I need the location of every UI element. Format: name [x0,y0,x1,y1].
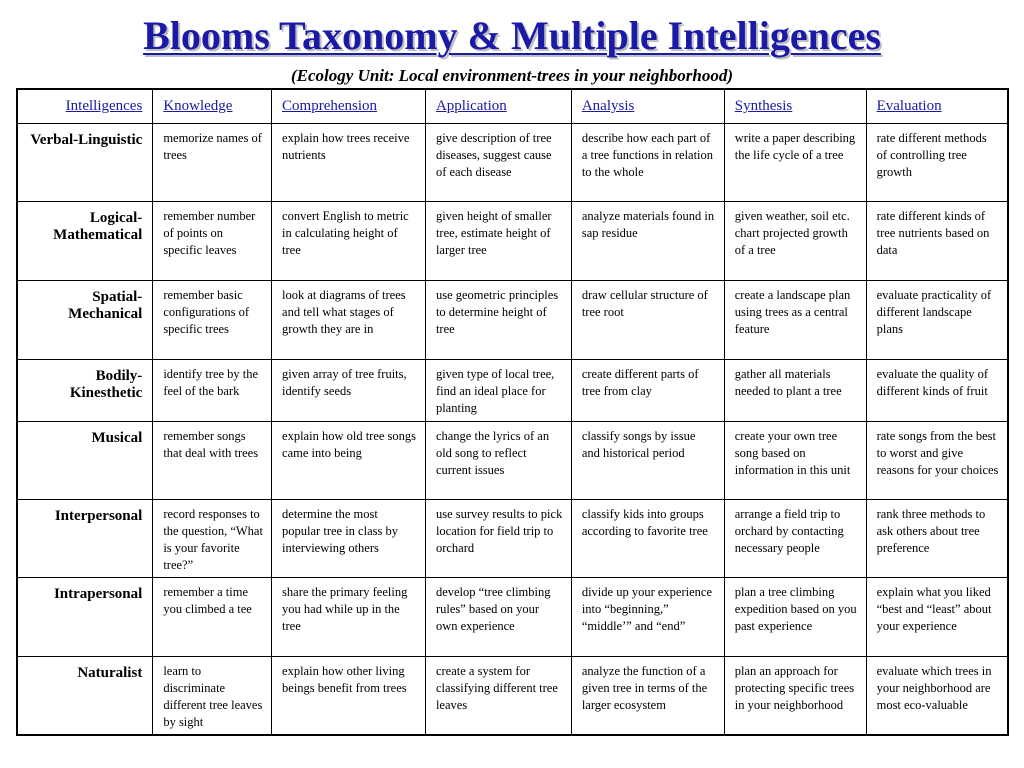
table-cell: create a system for classifying different tree leaves [425,656,571,735]
table-cell: use geometric principles to determine height of tree [425,280,571,359]
table-cell: divide up your experience into “beginning,” “middle’” and “end” [571,577,724,656]
table-cell: draw cellular structure of tree root [571,280,724,359]
table-cell: rank three methods to ask others about tree preference [866,499,1008,577]
table-row [17,359,1008,421]
table-cell: classify kids into groups according to favorite tree [571,499,724,577]
page-title: Blooms Taxonomy & Multiple Intelligences [143,13,881,58]
row-header: Verbal-Linguistic [17,123,153,201]
table-cell: plan a tree climbing expedition based on you past experience [724,577,866,656]
table-cell: develop “tree climbing rules” based on your own experience [425,577,571,656]
table-cell: given type of local tree, find an ideal place for planting [425,359,571,421]
table-cell: describe how each part of a tree functions in relation to the whole [571,123,724,201]
table-cell: evaluate which trees in your neighborhood are most eco-valuable [866,656,1008,735]
row-header: Naturalist [17,656,153,735]
row-header: Interpersonal [17,499,153,577]
table-cell: learn to discriminate different tree leaves by sight [153,656,272,735]
column-header-application: Application [425,89,571,123]
column-header-synthesis: Synthesis [724,89,866,123]
table-cell: explain what you liked “best and “least” about your experience [866,577,1008,656]
table-row [17,280,1008,359]
table-cell: use survey results to pick location for field trip to orchard [425,499,571,577]
taxonomy-table [16,88,1009,736]
table-cell: identify tree by the feel of the bark [153,359,272,421]
table-cell: arrange a field trip to orchard by contacting necessary people [724,499,866,577]
table-cell: explain how trees receive nutrients [272,123,426,201]
table-cell: classify songs by issue and historical period [571,421,724,499]
table-cell: share the primary feeling you had while up in the tree [272,577,426,656]
row-header: Logical-Mathematical [17,201,153,280]
table-row [17,499,1008,577]
table-cell: determine the most popular tree in class by interviewing others [272,499,426,577]
column-header-analysis: Analysis [571,89,724,123]
column-header-comprehension: Comprehension [272,89,426,123]
header-row [17,89,1008,123]
table-row [17,421,1008,499]
table-cell: change the lyrics of an old song to reflect current issues [425,421,571,499]
table-cell: analyze the function of a given tree in terms of the larger ecosystem [571,656,724,735]
row-header: Musical [17,421,153,499]
table-cell: memorize names of trees [153,123,272,201]
table-cell: remember basic configurations of specific trees [153,280,272,359]
table-cell: rate different methods of controlling tree growth [866,123,1008,201]
table-cell: given height of smaller tree, estimate height of larger tree [425,201,571,280]
table-row [17,577,1008,656]
row-header: Spatial-Mechanical [17,280,153,359]
table-cell: given weather, soil etc. chart projected growth of a tree [724,201,866,280]
table-cell: rate different kinds of tree nutrients based on data [866,201,1008,280]
table-cell: evaluate the quality of different kinds of fruit [866,359,1008,421]
table-cell: look at diagrams of trees and tell what stages of growth they are in [272,280,426,359]
table-cell: analyze materials found in sap residue [571,201,724,280]
column-header-intelligences: Intelligences [17,89,153,123]
table-row [17,656,1008,735]
row-header: Bodily-Kinesthetic [17,359,153,421]
table-cell: given array of tree fruits, identify seeds [272,359,426,421]
table-cell: write a paper describing the life cycle of a tree [724,123,866,201]
table-cell: record responses to the question, “What is your favorite tree?” [153,499,272,577]
table-cell: give description of tree diseases, suggest cause of each disease [425,123,571,201]
table-row [17,201,1008,280]
table-cell: explain how other living beings benefit from trees [272,656,426,735]
page-subtitle: (Ecology Unit: Local environment-trees in your neighborhood) [291,66,733,85]
table-cell: create a landscape plan using trees as a central feature [724,280,866,359]
row-header: Intrapersonal [17,577,153,656]
table-row [17,123,1008,201]
table-cell: create different parts of tree from clay [571,359,724,421]
table-cell: remember songs that deal with trees [153,421,272,499]
column-header-evaluation: Evaluation [866,89,1008,123]
table-cell: create your own tree song based on information in this unit [724,421,866,499]
table-cell: explain how old tree songs came into being [272,421,426,499]
table-cell: rate songs from the best to worst and give reasons for your choices [866,421,1008,499]
table-cell: gather all materials needed to plant a tree [724,359,866,421]
table-cell: plan an approach for protecting specific trees in your neighborhood [724,656,866,735]
table-cell: remember a time you climbed a tee [153,577,272,656]
column-header-knowledge: Knowledge [153,89,272,123]
table-cell: evaluate practicality of different landscape plans [866,280,1008,359]
table-cell: remember number of points on specific leaves [153,201,272,280]
table-cell: convert English to metric in calculating height of tree [272,201,426,280]
